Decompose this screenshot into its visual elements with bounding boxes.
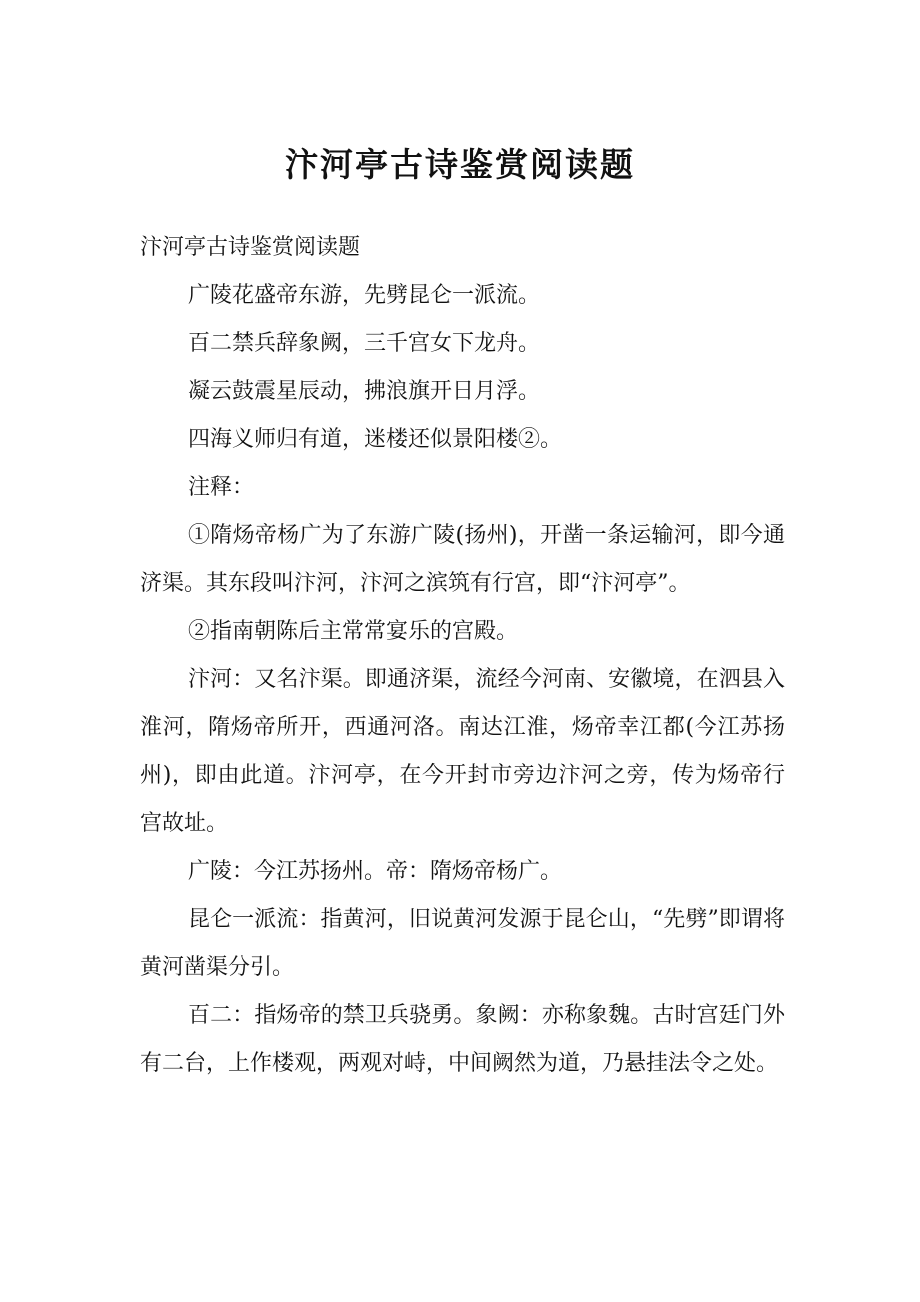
poem-line-2: 百二禁兵辞象阙，三千宫女下龙舟。 bbox=[188, 331, 541, 356]
explanation-kunlun: 昆仑一派流：指黄河，旧说黄河发源于昆仑山，“先劈”即谓将黄河凿渠分引。 bbox=[140, 907, 785, 980]
explanation-bianhe: 汴河：又名汴渠。即通济渠，流经今河南、安徽境，在泗县入淮河，隋炀帝所开，西通河洛。南达江淮，炀帝幸江都(今江苏扬州)，即由此道。汴河亭，在今开封市旁边汴河之旁，传为炀帝行宫故址。 bbox=[140, 667, 785, 836]
document-title: 汴河亭古诗鉴赏阅读题 bbox=[285, 145, 635, 184]
explanation-guangling: 广陵：今江苏扬州。帝：隋炀帝杨广。 bbox=[188, 859, 563, 884]
document-subtitle: 汴河亭古诗鉴赏阅读题 bbox=[140, 235, 361, 260]
poem-line-4: 四海义师归有道，迷楼还似景阳楼②。 bbox=[188, 427, 563, 452]
notes-label: 注释： bbox=[188, 475, 255, 500]
explanation-baier: 百二：指炀帝的禁卫兵骁勇。象阙：亦称象魏。古时宫廷门外有二台，上作楼观，两观对峙，中间阙然为道，乃悬挂法令之处。 bbox=[140, 1003, 785, 1076]
note-1: ①隋炀帝杨广为了东游广陵(扬州)，开凿一条运输河，即今通济渠。其东段叫汴河，汴河之滨筑有行宫，即“汴河亭”。 bbox=[140, 523, 785, 596]
poem-line-3: 凝云鼓震星辰动，拂浪旗开日月浮。 bbox=[188, 379, 541, 404]
poem-line-1: 广陵花盛帝东游，先劈昆仑一派流。 bbox=[188, 283, 541, 308]
document-body bbox=[140, 224, 785, 1088]
note-2: ②指南朝陈后主常常宴乐的宫殿。 bbox=[188, 619, 519, 644]
